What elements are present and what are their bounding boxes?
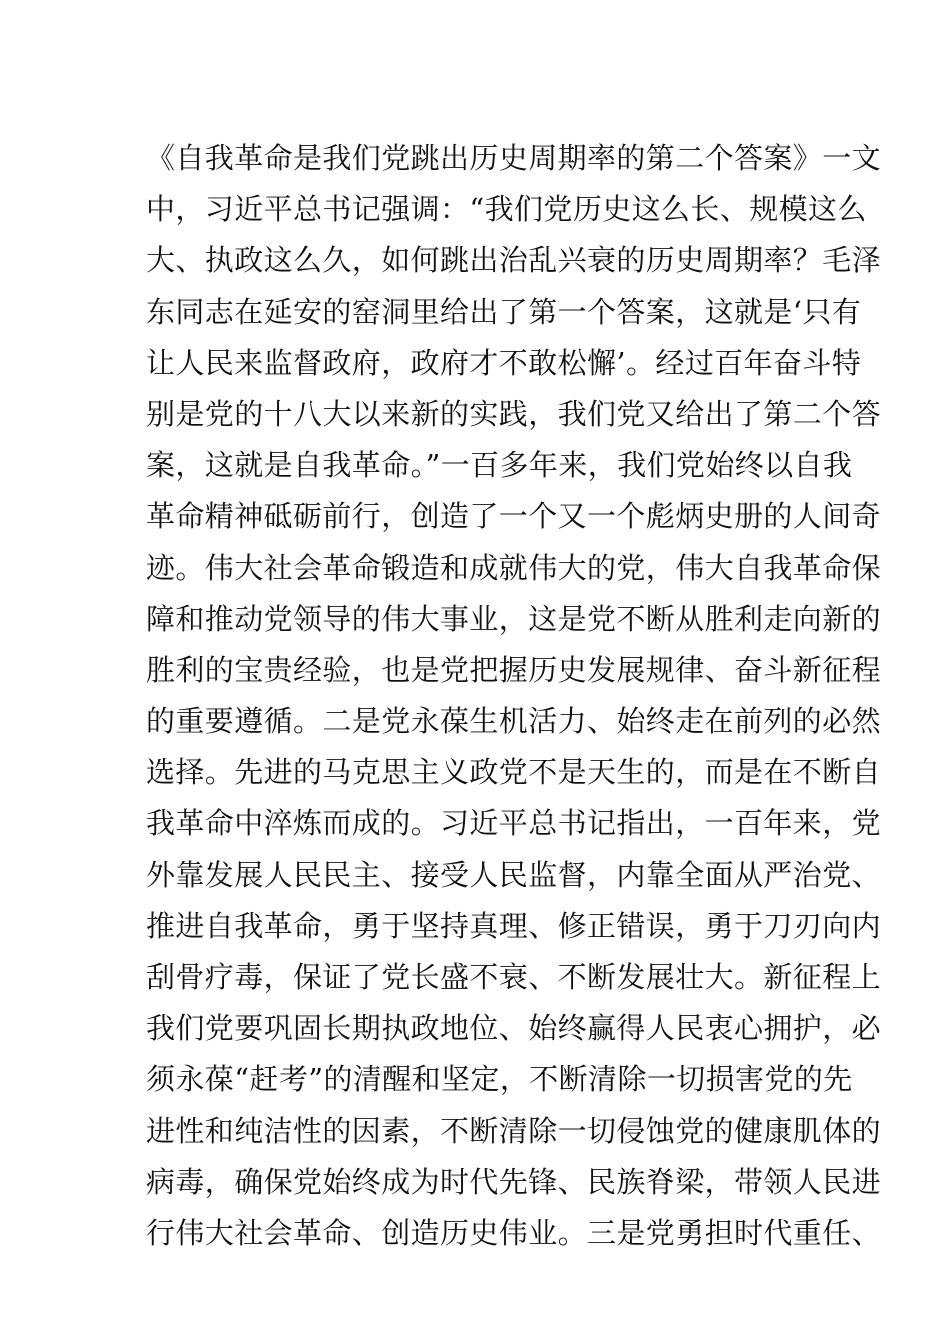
text-line-9: 迹。伟大社会革命锻造和成就伟大的党，伟大自我革命保: [146, 550, 882, 585]
text-line-10: 障和推动党领导的伟大事业，这是党不断从胜利走向新的: [146, 601, 882, 636]
text-line-4: 东同志在延安的窑洞里给出了第一个答案，这就是‘只有: [146, 294, 862, 329]
text-line-20: 进性和纯洁性的因素，不断清除一切侵蚀党的健康肌体的: [146, 1113, 882, 1148]
text-line-18: 我们党要巩固长期执政地位、始终赢得人民衷心拥护，必: [146, 1011, 882, 1046]
text-line-16: 推进自我革命，勇于坚持真理、修正错误，勇于刀刃向内: [146, 908, 882, 943]
text-line-12: 的重要遵循。二是党永葆生机活力、始终走在前列的必然: [146, 704, 882, 739]
text-line-22: 行伟大社会革命、创造历史伟业。三是党勇担时代重任、: [146, 1215, 882, 1250]
text-line-8: 革命精神砥砺前行，创造了一个又一个彪炳史册的人间奇: [146, 499, 882, 534]
text-line-1: 《自我革命是我们党跳出历史周期率的第二个答案》一文: [146, 141, 882, 175]
text-line-17: 刮骨疗毒，保证了党长盛不衰、不断发展壮大。新征程上: [146, 960, 882, 994]
text-line-7: 案，这就是自我革命。”一百多年来，我们党始终以自我: [146, 448, 853, 483]
text-line-15: 外靠发展人民民主、接受人民监督，内靠全面从严治党、: [146, 857, 882, 892]
text-line-13: 选择。先进的马克思主义政党不是天生的，而是在不断自: [146, 755, 882, 790]
text-line-2: 中，习近平总书记强调：“我们党历史这么长、规模这么: [146, 192, 867, 227]
text-line-14: 我革命中淬炼而成的。习近平总书记指出，一百年来，党: [146, 806, 882, 841]
text-line-11: 胜利的宝贵经验，也是党把握历史发展规律、奋斗新征程: [146, 652, 882, 687]
text-line-21: 病毒，确保党始终成为时代先锋、民族脊梁，带领人民进: [146, 1164, 882, 1199]
body-paragraph: [146, 133, 882, 1259]
text-line-6: 别是党的十八大以来新的实践，我们党又给出了第二个答: [146, 396, 882, 431]
text-line-19: 须永葆“赶考”的清醒和坚定，不断清除一切损害党的先: [146, 1062, 853, 1097]
text-line-3: 大、执政这么久，如何跳出治乱兴衰的历史周期率？毛泽: [146, 243, 882, 278]
text-line-5: 让人民来监督政府，政府才不敢松懈’。经过百年奋斗特: [146, 345, 862, 380]
